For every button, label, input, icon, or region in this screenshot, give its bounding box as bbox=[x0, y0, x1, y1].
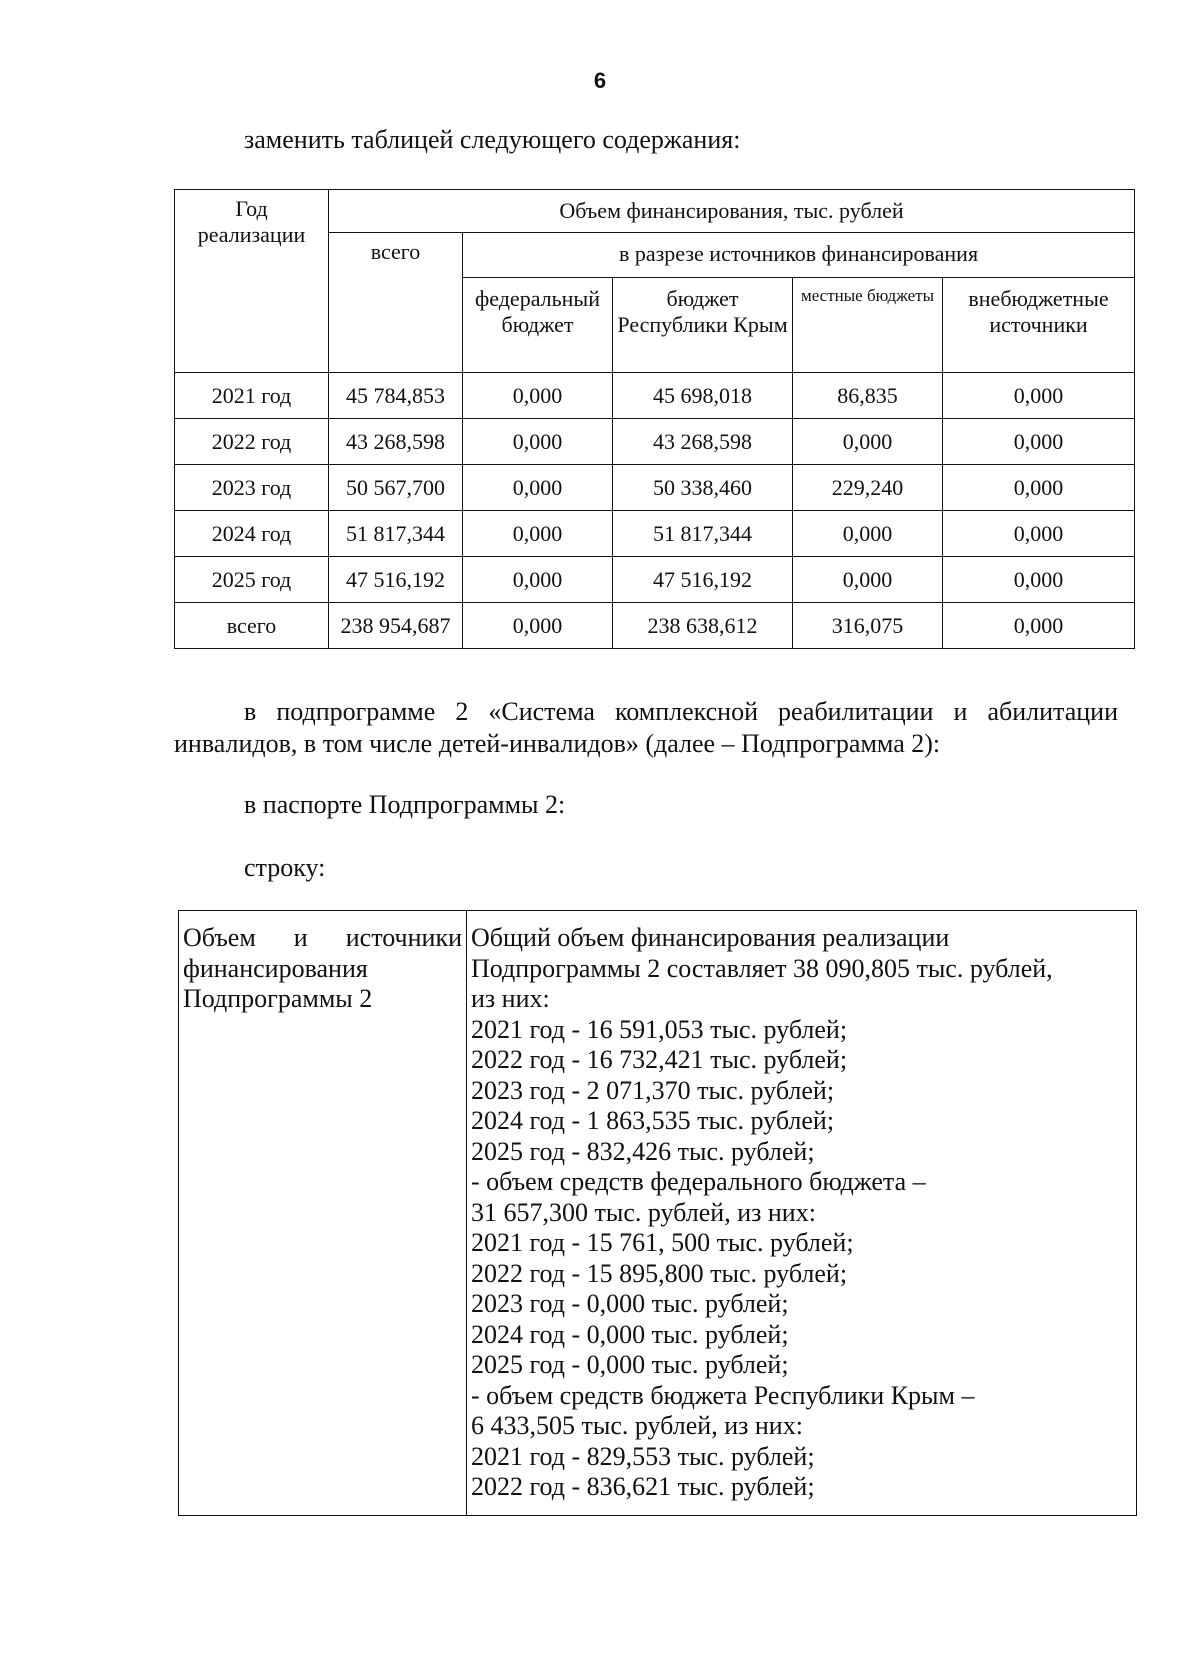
cell-republic: 47 516,192 bbox=[613, 557, 793, 603]
right-line: Общий объем финансирования реализации bbox=[471, 923, 950, 952]
passport-text: в паспорте Подпрограммы 2: bbox=[244, 790, 566, 819]
cell-federal: 0,000 bbox=[463, 465, 613, 511]
right-line: 2022 год - 16 732,421 тыс. рублей; bbox=[471, 1045, 848, 1074]
right-line: - объем средств федерального бюджета – bbox=[471, 1167, 926, 1196]
right-line: 2025 год - 0,000 тыс. рублей; bbox=[471, 1350, 789, 1379]
left-line: финансирования bbox=[183, 953, 368, 983]
table-row bbox=[175, 419, 1135, 465]
cell-total: 47 516,192 bbox=[329, 557, 463, 603]
intro-text: заменить таблицей следующего содержания: bbox=[244, 125, 741, 154]
table-row bbox=[175, 465, 1135, 511]
cell-extra: 0,000 bbox=[943, 373, 1135, 419]
right-line: 2022 год - 15 895,800 тыс. рублей; bbox=[471, 1258, 848, 1288]
cell-extra: 0,000 bbox=[943, 465, 1135, 511]
header-year: Год реализации bbox=[175, 190, 329, 373]
cell-federal: 0,000 bbox=[463, 419, 613, 465]
subprogram-line-1: в подпрограмме 2 «Система комплексной реабилитации и абилитации bbox=[244, 697, 1118, 726]
cell-local: 229,240 bbox=[793, 465, 943, 511]
cell-total: 43 268,598 bbox=[329, 419, 463, 465]
right-line: 2025 год - 832,426 тыс. рублей; bbox=[471, 1136, 815, 1166]
header-local: местные бюджеты bbox=[793, 278, 943, 373]
cell-extra: 0,000 bbox=[943, 511, 1135, 557]
cell-federal: 0,000 bbox=[463, 603, 613, 649]
cell-year: 2025 год bbox=[175, 557, 329, 603]
cell-local: 0,000 bbox=[793, 511, 943, 557]
cell-extra: 0,000 bbox=[943, 603, 1135, 649]
right-line: из них: bbox=[471, 984, 550, 1013]
cell-republic: 50 338,460 bbox=[613, 465, 793, 511]
left-line: Подпрограммы 2 bbox=[183, 984, 373, 1013]
subprogram-line-2: инвалидов, в том числе детей-инвалидов» (далее – Подпрограмма 2): bbox=[174, 729, 941, 758]
passport-left-cell bbox=[179, 911, 467, 1516]
header-volume: Объем финансирования, тыс. рублей bbox=[329, 190, 1135, 233]
cell-extra: 0,000 bbox=[943, 419, 1135, 465]
page-number: 6 bbox=[593, 68, 607, 93]
right-line: 2021 год - 16 591,053 тыс. рублей; bbox=[471, 1014, 848, 1044]
right-line: 2021 год - 15 761, 500 тыс. рублей; bbox=[471, 1228, 854, 1257]
cell-total: 238 954,687 bbox=[329, 603, 463, 649]
cell-year: 2024 год bbox=[175, 511, 329, 557]
cell-total: 51 817,344 bbox=[329, 511, 463, 557]
financing-table bbox=[174, 189, 1135, 649]
passport-right-cell bbox=[467, 911, 1137, 1516]
cell-local: 0,000 bbox=[793, 419, 943, 465]
header-federal: федеральный бюджет bbox=[463, 278, 613, 373]
right-line: 2024 год - 0,000 тыс. рублей; bbox=[471, 1319, 789, 1349]
cell-local: 86,835 bbox=[793, 373, 943, 419]
header-total: всего bbox=[329, 233, 463, 373]
right-line: 2021 год - 829,553 тыс. рублей; bbox=[471, 1441, 815, 1471]
cell-extra: 0,000 bbox=[943, 557, 1135, 603]
header-extra: внебюджетные источники bbox=[943, 278, 1135, 373]
right-line: - объем средств бюджета Республики Крым – bbox=[471, 1380, 975, 1410]
right-line: 2023 год - 0,000 тыс. рублей; bbox=[471, 1289, 789, 1318]
cell-republic: 43 268,598 bbox=[613, 419, 793, 465]
right-line: 6 433,505 тыс. рублей, из них: bbox=[471, 1411, 803, 1440]
passport-table bbox=[178, 910, 1137, 1516]
right-line: 2024 год - 1 863,535 тыс. рублей; bbox=[471, 1106, 835, 1135]
table-row bbox=[175, 511, 1135, 557]
cell-local: 0,000 bbox=[793, 557, 943, 603]
subprogram-paragraph bbox=[174, 696, 1118, 760]
cell-year: 2023 год bbox=[175, 465, 329, 511]
header-republic: бюджет Республики Крым bbox=[613, 278, 793, 373]
cell-republic: 51 817,344 bbox=[613, 511, 793, 557]
cell-federal: 0,000 bbox=[463, 511, 613, 557]
table-row-total bbox=[175, 603, 1135, 649]
stroku-text: строку: bbox=[244, 853, 326, 882]
cell-year: 2021 год bbox=[175, 373, 329, 419]
cell-republic: 238 638,612 bbox=[613, 603, 793, 649]
header-sources: в разрезе источников финансирования bbox=[463, 233, 1135, 278]
right-line: Подпрограммы 2 составляет 38 090,805 тыс. рублей, bbox=[471, 953, 1053, 983]
cell-republic: 45 698,018 bbox=[613, 373, 793, 419]
table-row bbox=[175, 373, 1135, 419]
cell-federal: 0,000 bbox=[463, 373, 613, 419]
right-line: 2023 год - 2 071,370 тыс. рублей; bbox=[471, 1075, 835, 1105]
table-row bbox=[179, 911, 1137, 1516]
cell-total: 50 567,700 bbox=[329, 465, 463, 511]
cell-local: 316,075 bbox=[793, 603, 943, 649]
cell-year: всего bbox=[175, 603, 329, 649]
table-row bbox=[175, 557, 1135, 603]
cell-federal: 0,000 bbox=[463, 557, 613, 603]
left-line: Объем и источники bbox=[183, 923, 462, 952]
cell-year: 2022 год bbox=[175, 419, 329, 465]
cell-total: 45 784,853 bbox=[329, 373, 463, 419]
right-line: 31 657,300 тыс. рублей, из них: bbox=[471, 1197, 816, 1227]
right-line: 2022 год - 836,621 тыс. рублей; bbox=[471, 1472, 815, 1501]
